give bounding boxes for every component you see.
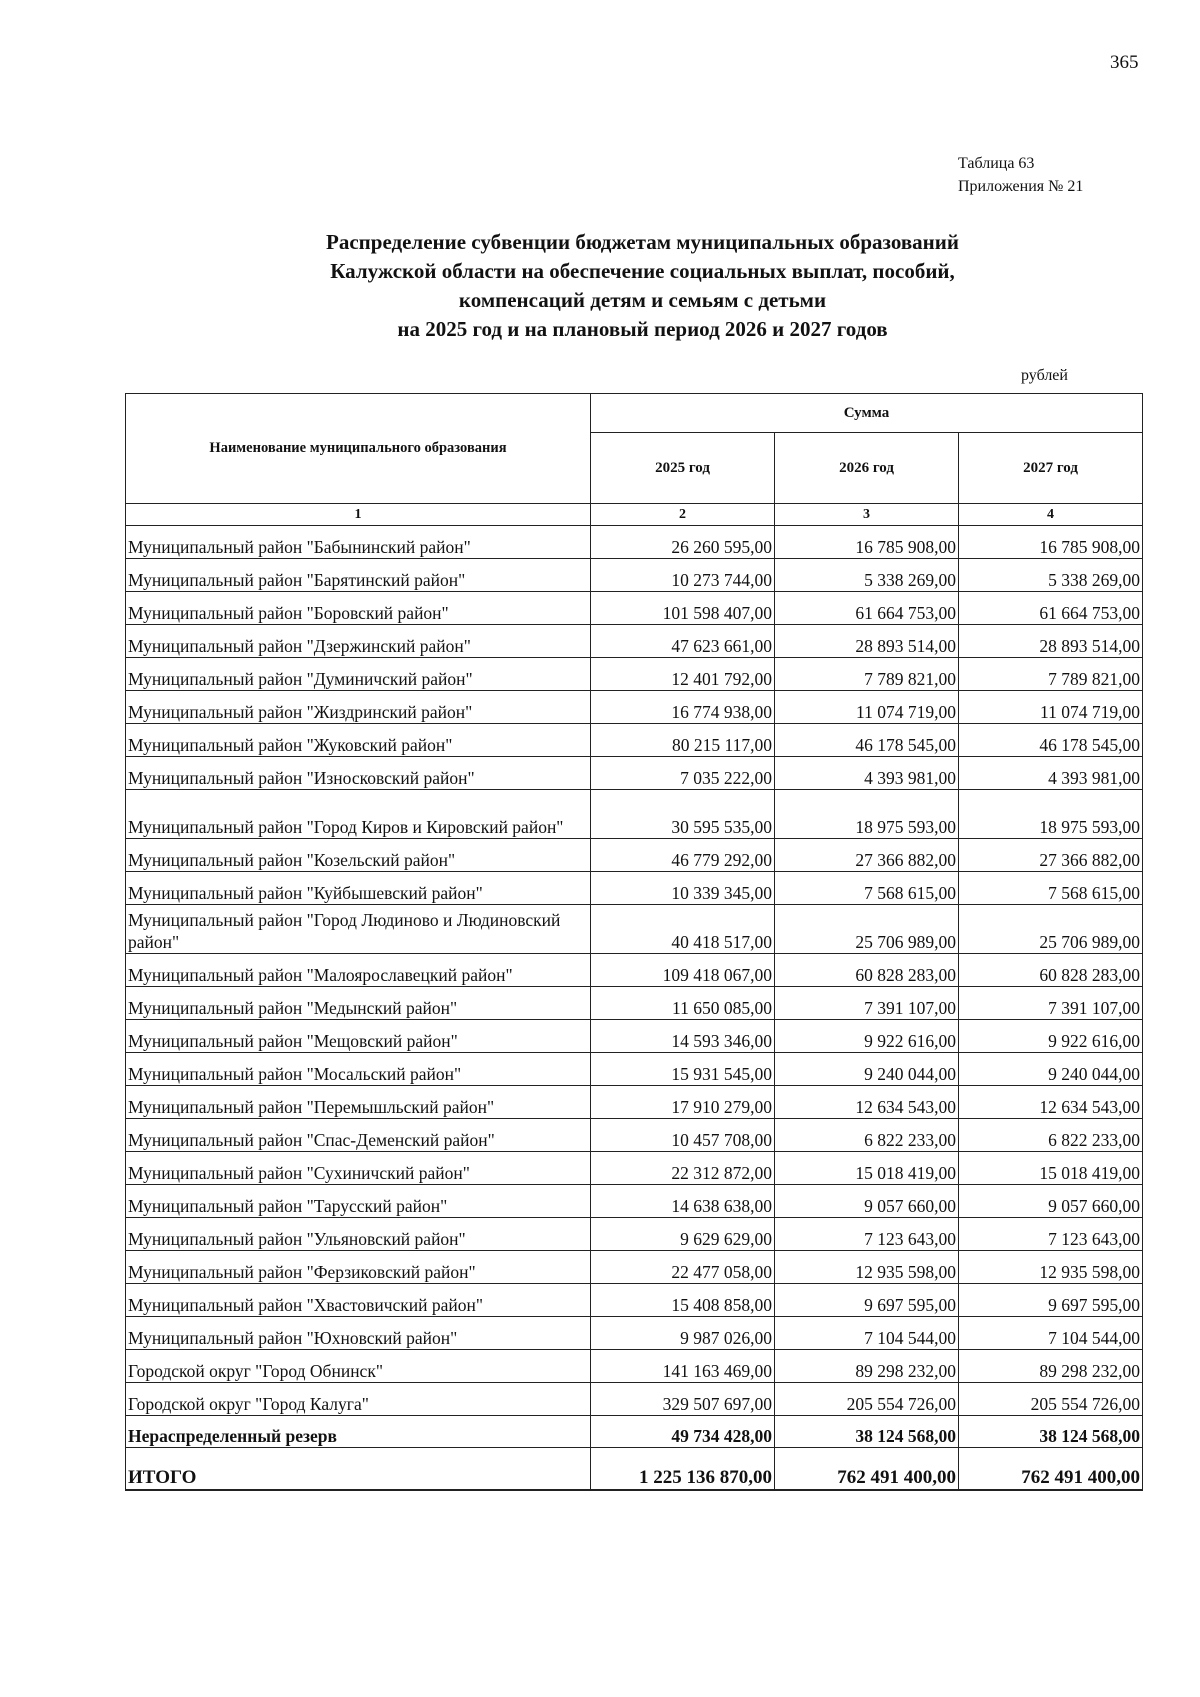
table-row	[126, 839, 1143, 872]
amount-2025: 101 598 407,00	[591, 592, 775, 625]
table-row	[126, 954, 1143, 987]
table-row	[126, 1350, 1143, 1383]
reserve-row	[126, 1416, 1143, 1448]
title-line-4: на 2025 год и на плановый период 2026 и 2027 годов	[397, 317, 888, 341]
table-row	[126, 1185, 1143, 1218]
municipality-name: Муниципальный район "Перемышльский район"	[126, 1086, 591, 1119]
table-row	[126, 1119, 1143, 1152]
amount-2027: 205 554 726,00	[959, 1383, 1143, 1416]
amount-2025: 11 650 085,00	[591, 987, 775, 1020]
amount-2026: 18 975 593,00	[775, 790, 959, 839]
amount-2026: 9 697 595,00	[775, 1284, 959, 1317]
appendix-number: Приложения № 21	[958, 178, 1084, 195]
amount-2027: 7 789 821,00	[959, 658, 1143, 691]
amount-2027: 28 893 514,00	[959, 625, 1143, 658]
amount-2025: 15 408 858,00	[591, 1284, 775, 1317]
amount-2025: 16 774 938,00	[591, 691, 775, 724]
amount-2026: 38 124 568,00	[775, 1416, 959, 1448]
table-row	[126, 790, 1143, 839]
amount-2027: 89 298 232,00	[959, 1350, 1143, 1383]
amount-2025: 9 987 026,00	[591, 1317, 775, 1350]
table-row	[126, 658, 1143, 691]
amount-2025: 10 457 708,00	[591, 1119, 775, 1152]
municipality-name: Муниципальный район "Малоярославецкий район"	[126, 954, 591, 987]
amount-2027: 7 391 107,00	[959, 987, 1143, 1020]
municipality-name: Городской округ "Город Обнинск"	[126, 1350, 591, 1383]
amount-2026: 16 785 908,00	[775, 526, 959, 559]
amount-2026: 12 634 543,00	[775, 1086, 959, 1119]
amount-2027: 7 104 544,00	[959, 1317, 1143, 1350]
municipality-name: Муниципальный район "Жиздринский район"	[126, 691, 591, 724]
amount-2027: 7 568 615,00	[959, 872, 1143, 905]
title-line-2: Калужской области на обеспечение социальных выплат, пособий,	[330, 259, 955, 283]
amount-2027: 38 124 568,00	[959, 1416, 1143, 1448]
municipality-name: Муниципальный район "Думиничский район"	[126, 658, 591, 691]
amount-2026: 9 922 616,00	[775, 1020, 959, 1053]
amount-2026: 12 935 598,00	[775, 1251, 959, 1284]
amount-2026: 89 298 232,00	[775, 1350, 959, 1383]
municipality-name: Муниципальный район "Мещовский район"	[126, 1020, 591, 1053]
table-row	[126, 987, 1143, 1020]
amount-2027: 12 634 543,00	[959, 1086, 1143, 1119]
amount-2027: 16 785 908,00	[959, 526, 1143, 559]
municipality-name: Муниципальный район "Сухиничский район"	[126, 1152, 591, 1185]
amount-2025: 30 595 535,00	[591, 790, 775, 839]
municipality-name: Муниципальный район "Боровский район"	[126, 592, 591, 625]
municipality-name: Муниципальный район "Козельский район"	[126, 839, 591, 872]
amount-2026: 762 491 400,00	[775, 1448, 959, 1491]
amount-2026: 15 018 419,00	[775, 1152, 959, 1185]
amount-2025: 7 035 222,00	[591, 757, 775, 790]
amount-2027: 9 240 044,00	[959, 1053, 1143, 1086]
amount-2027: 18 975 593,00	[959, 790, 1143, 839]
amount-2027: 25 706 989,00	[959, 905, 1143, 954]
amount-2026: 11 074 719,00	[775, 691, 959, 724]
amount-2025: 10 273 744,00	[591, 559, 775, 592]
table-row	[126, 625, 1143, 658]
header-2026: 2026 год	[775, 433, 959, 504]
table-row	[126, 757, 1143, 790]
column-number: 3	[775, 504, 959, 526]
municipality-name: Муниципальный район "Тарусский район"	[126, 1185, 591, 1218]
amount-2027: 61 664 753,00	[959, 592, 1143, 625]
amount-2026: 61 664 753,00	[775, 592, 959, 625]
municipality-name: Муниципальный район "Медынский район"	[126, 987, 591, 1020]
municipality-name: Городской округ "Город Калуга"	[126, 1383, 591, 1416]
amount-2026: 7 104 544,00	[775, 1317, 959, 1350]
amount-2025: 10 339 345,00	[591, 872, 775, 905]
amount-2025: 22 477 058,00	[591, 1251, 775, 1284]
table-row	[126, 1317, 1143, 1350]
column-number: 2	[591, 504, 775, 526]
municipality-name: Муниципальный район "Хвастовичский район"	[126, 1284, 591, 1317]
amount-2027: 6 822 233,00	[959, 1119, 1143, 1152]
table-row	[126, 724, 1143, 757]
table-row	[126, 1284, 1143, 1317]
table-row	[126, 1218, 1143, 1251]
amount-2026: 27 366 882,00	[775, 839, 959, 872]
amount-2025: 40 418 517,00	[591, 905, 775, 954]
amount-2027: 762 491 400,00	[959, 1448, 1143, 1491]
amount-2025: 141 163 469,00	[591, 1350, 775, 1383]
amount-2027: 15 018 419,00	[959, 1152, 1143, 1185]
municipality-name: Муниципальный район "Спас-Деменский район"	[126, 1119, 591, 1152]
municipality-name: Муниципальный район "Дзержинский район"	[126, 625, 591, 658]
municipality-name: Муниципальный район "Износковский район"	[126, 757, 591, 790]
municipality-name: Нераспределенный резерв	[126, 1416, 591, 1448]
header-name: Наименование муниципального образования	[126, 394, 591, 504]
municipality-name: Муниципальный район "Мосальский район"	[126, 1053, 591, 1086]
title-line-1: Распределение субвенции бюджетам муниципальных образований	[326, 230, 959, 254]
table-row	[126, 691, 1143, 724]
amount-2026: 60 828 283,00	[775, 954, 959, 987]
table-body	[126, 526, 1143, 1491]
municipality-name: Муниципальный район "Жуковский район"	[126, 724, 591, 757]
table-number: Таблица 63	[958, 155, 1035, 172]
amount-2026: 9 057 660,00	[775, 1185, 959, 1218]
amount-2025: 1 225 136 870,00	[591, 1448, 775, 1491]
total-row	[126, 1448, 1143, 1491]
amount-2026: 25 706 989,00	[775, 905, 959, 954]
amount-2025: 15 931 545,00	[591, 1053, 775, 1086]
table-row	[126, 559, 1143, 592]
header-2025: 2025 год	[591, 433, 775, 504]
amount-2027: 5 338 269,00	[959, 559, 1143, 592]
amount-2026: 46 178 545,00	[775, 724, 959, 757]
amount-2025: 46 779 292,00	[591, 839, 775, 872]
amount-2026: 4 393 981,00	[775, 757, 959, 790]
amount-2027: 9 922 616,00	[959, 1020, 1143, 1053]
header-2027: 2027 год	[959, 433, 1143, 504]
table-row	[126, 592, 1143, 625]
amount-2026: 28 893 514,00	[775, 625, 959, 658]
subvention-table	[125, 393, 1143, 1491]
amount-2026: 6 822 233,00	[775, 1119, 959, 1152]
header-sum: Сумма	[591, 394, 1143, 433]
table-row	[126, 1053, 1143, 1086]
amount-2026: 9 240 044,00	[775, 1053, 959, 1086]
amount-2027: 12 935 598,00	[959, 1251, 1143, 1284]
amount-2025: 80 215 117,00	[591, 724, 775, 757]
amount-2026: 7 568 615,00	[775, 872, 959, 905]
municipality-name: Муниципальный район "Барятинский район"	[126, 559, 591, 592]
municipality-name: Муниципальный район "Куйбышевский район"	[126, 872, 591, 905]
amount-2025: 109 418 067,00	[591, 954, 775, 987]
amount-2026: 7 123 643,00	[775, 1218, 959, 1251]
amount-2027: 11 074 719,00	[959, 691, 1143, 724]
amount-2027: 9 697 595,00	[959, 1284, 1143, 1317]
municipality-name: Муниципальный район "Город Людиново и Людиновский район"	[126, 905, 591, 954]
table-reference	[958, 152, 1083, 198]
amount-2025: 14 638 638,00	[591, 1185, 775, 1218]
amount-2027: 27 366 882,00	[959, 839, 1143, 872]
municipality-name: Муниципальный район "Город Киров и Кировский район"	[126, 790, 591, 839]
title-line-3: компенсаций детям и семьям с детьми	[458, 288, 827, 312]
units-label: рублей	[1021, 367, 1068, 384]
table-row	[126, 1020, 1143, 1053]
amount-2025: 9 629 629,00	[591, 1218, 775, 1251]
amount-2025: 47 623 661,00	[591, 625, 775, 658]
amount-2025: 14 593 346,00	[591, 1020, 775, 1053]
amount-2027: 60 828 283,00	[959, 954, 1143, 987]
table-row	[126, 1251, 1143, 1284]
table-row	[126, 526, 1143, 559]
amount-2025: 26 260 595,00	[591, 526, 775, 559]
amount-2027: 4 393 981,00	[959, 757, 1143, 790]
municipality-name: Муниципальный район "Юхновский район"	[126, 1317, 591, 1350]
municipality-name: ИТОГО	[126, 1448, 591, 1491]
amount-2027: 9 057 660,00	[959, 1185, 1143, 1218]
amount-2025: 49 734 428,00	[591, 1416, 775, 1448]
table-row	[126, 872, 1143, 905]
table-row	[126, 1383, 1143, 1416]
amount-2025: 12 401 792,00	[591, 658, 775, 691]
municipality-name: Муниципальный район "Бабынинский район"	[126, 526, 591, 559]
column-number: 1	[126, 504, 591, 526]
table-row	[126, 905, 1143, 954]
amount-2026: 205 554 726,00	[775, 1383, 959, 1416]
column-number: 4	[959, 504, 1143, 526]
table-row	[126, 1086, 1143, 1119]
page-number: 365	[1110, 52, 1139, 73]
amount-2025: 22 312 872,00	[591, 1152, 775, 1185]
document-title	[200, 228, 1085, 344]
amount-2026: 7 789 821,00	[775, 658, 959, 691]
amount-2026: 7 391 107,00	[775, 987, 959, 1020]
amount-2027: 46 178 545,00	[959, 724, 1143, 757]
amount-2025: 329 507 697,00	[591, 1383, 775, 1416]
municipality-name: Муниципальный район "Ульяновский район"	[126, 1218, 591, 1251]
amount-2025: 17 910 279,00	[591, 1086, 775, 1119]
amount-2026: 5 338 269,00	[775, 559, 959, 592]
municipality-name: Муниципальный район "Ферзиковский район"	[126, 1251, 591, 1284]
amount-2027: 7 123 643,00	[959, 1218, 1143, 1251]
table-row	[126, 1152, 1143, 1185]
